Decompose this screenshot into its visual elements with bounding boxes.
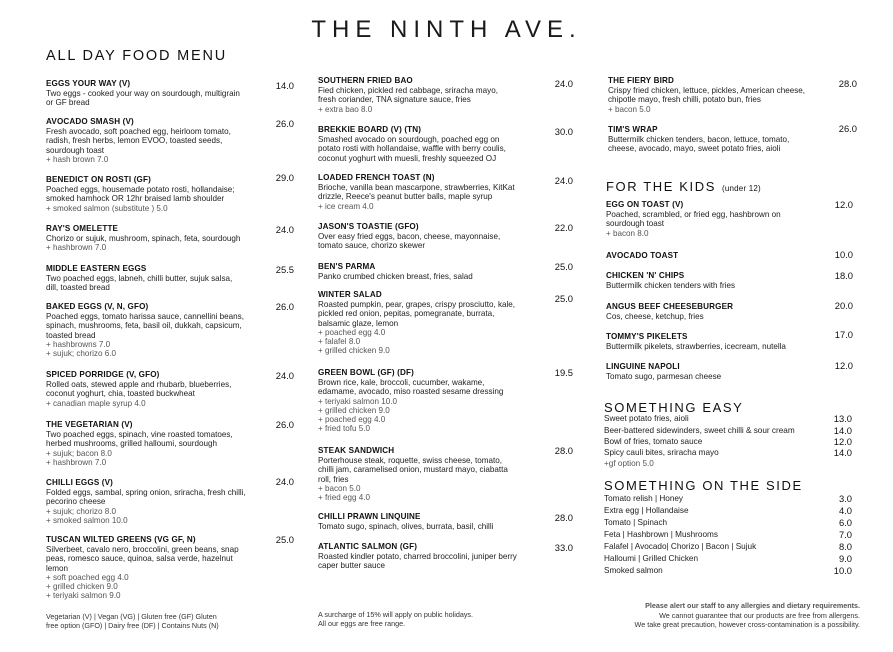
menu-item (608, 76, 805, 114)
item-name: TUSCAN WILTED GREENS (VG GF, N) (46, 535, 196, 544)
item-name: CHICKEN 'N' CHIPS (606, 271, 685, 280)
row-price: 4.0 (838, 505, 852, 516)
menu-item (46, 175, 235, 213)
item-addons: + soft poached egg 4.0 + grilled chicken 9.0 + teriyaki salmon 9.0 (46, 572, 129, 601)
menu-item (318, 446, 508, 502)
item-description: Roasted pumpkin, pear, grapes, crispy prosciutto, kale, pickled red onion, pepitas, pomegranate, burrata, balsamic glaze, lemon (318, 300, 516, 328)
item-addons: + canadian maple syrup 4.0 (46, 398, 146, 408)
item-name: BEN'S PARMA (318, 262, 376, 271)
item-price: 26.0 (275, 419, 294, 430)
easy-section-heading: SOMETHING EASY (604, 400, 744, 415)
item-price: 14.0 (275, 80, 294, 91)
item-description: Porterhouse steak, roquette, swiss cheese, tomato, chilli jam, caramelised onion, mustard mayo, ciabatta roll, fries (318, 456, 508, 484)
menu-item (606, 302, 733, 321)
item-name: TIM'S WRAP (608, 125, 658, 134)
menu-item (318, 512, 493, 531)
row-label: Bowl of fries, tomato sauce (604, 437, 703, 446)
item-name: CHILLI EGGS (V) (46, 478, 113, 487)
menu-item (606, 332, 786, 351)
item-price: 28.0 (838, 78, 857, 89)
side-section-heading: SOMETHING ON THE SIDE (604, 478, 803, 493)
side-row (604, 518, 852, 528)
row-label: Beer-battered sidewinders, sweet chilli & sour cream (604, 426, 795, 435)
item-description: Fied chicken, pickled red cabbage, sriracha mayo, fresh coriander, TNA signature sauce, fries (318, 86, 498, 105)
item-name: AVOCADO TOAST (606, 251, 679, 260)
item-price: 24.0 (275, 476, 294, 487)
menu-item (318, 173, 515, 211)
item-description: Crispy fried chicken, lettuce, pickles, American cheese, chipotle mayo, fresh chilli, potato bun, fries (608, 86, 806, 105)
item-addons: + sujuk; chorizo 8.0 + smoked salmon 10.0 (46, 506, 128, 525)
item-price: 28.0 (554, 512, 573, 523)
item-price: 10.0 (834, 249, 853, 260)
side-row (604, 506, 852, 516)
item-price: 19.5 (554, 367, 573, 378)
item-price: 25.5 (275, 264, 294, 275)
menu-item (46, 420, 233, 467)
item-addons: + teriyaki salmon 10.0 + grilled chicken 9.0 + poached egg 4.0 + fried tofu 5.0 (318, 396, 397, 434)
row-label: Halloumi | Grilled Chicken (604, 554, 699, 563)
item-description: Panko crumbed chicken breast, fries, salad (318, 272, 473, 281)
item-price: 26.0 (275, 301, 294, 312)
item-description: Folded eggs, sambal, spring onion, sriracha, fresh chilli, pecorino cheese (46, 488, 246, 507)
surcharge-note: A surcharge of 15% will apply on public holidays. All our eggs are free range. (318, 610, 474, 629)
kids-section-heading (606, 179, 761, 194)
allergy-line-2: We cannot guarantee that our products are free from allergens. (659, 610, 860, 620)
item-price: 18.0 (834, 270, 853, 281)
menu-item (318, 290, 515, 356)
allergy-line-3: We take great precaution, however cross-contamination is a possibility. (634, 620, 860, 630)
item-price: 17.0 (834, 329, 853, 340)
item-description: Buttermilk chicken tenders with fries (606, 281, 736, 290)
item-price: 25.0 (554, 261, 573, 272)
side-row (604, 448, 852, 458)
item-description: Two poached eggs, spinach, vine roasted tomatoes, herbed mushrooms, grilled halloumi, sourdough (46, 430, 233, 449)
item-description: Poached eggs, housemade potato rosti, hollandaise; smoked hamhock OR 12hr braised lamb shoulder (46, 185, 235, 204)
item-price: 12.0 (834, 199, 853, 210)
side-row (604, 542, 852, 552)
item-addons: + sujuk; bacon 8.0 + hashbrown 7.0 (46, 448, 112, 467)
brand-title: THE NINTH AVE. (311, 16, 582, 43)
row-price: 8.0 (838, 541, 852, 552)
row-label: Tomato | Spinach (604, 518, 668, 527)
item-name: CHILLI PRAWN LINQUINE (318, 512, 421, 521)
menu-item (606, 362, 721, 381)
row-price: 14.0 (833, 425, 852, 436)
row-price: 12.0 (833, 436, 852, 447)
row-label: Spicy cauli bites, sriracha mayo (604, 448, 719, 457)
item-price: 24.0 (275, 224, 294, 235)
row-label: Feta | Hashbrown | Mushrooms (604, 530, 718, 539)
item-name: MIDDLE EASTERN EGGS (46, 264, 147, 273)
row-label: Extra egg | Hollandaise (604, 506, 689, 515)
row-price: 9.0 (838, 553, 852, 564)
menu-item (318, 125, 506, 163)
item-name: BREKKIE BOARD (V) (TN) (318, 125, 422, 134)
row-price: 14.0 (833, 447, 852, 458)
side-row (604, 530, 852, 540)
kids-subtitle: (under 12) (721, 184, 761, 193)
item-name: BAKED EGGS (V, N, GFO) (46, 302, 149, 311)
item-name: BENEDICT ON ROSTI (GF) (46, 175, 151, 184)
menu-item (46, 79, 240, 108)
item-name: TOMMY'S PIKELETS (606, 332, 688, 341)
side-row (604, 566, 852, 576)
row-label: Falafel | Avocado| Chorizo | Bacon | Sujuk (604, 542, 757, 551)
item-price: 25.0 (554, 293, 573, 304)
side-row (604, 426, 852, 436)
item-price: 30.0 (554, 126, 573, 137)
item-name: EGG ON TOAST (V) (606, 200, 684, 209)
side-row (604, 414, 852, 424)
item-name: THE VEGETARIAN (V) (46, 420, 133, 429)
row-label: Tomato relish | Honey (604, 494, 684, 503)
menu-item (318, 262, 473, 281)
allergy-notice (635, 601, 860, 630)
item-description: Over easy fried eggs, bacon, cheese, mayonnaise, tomato sauce, chorizo skewer (318, 232, 501, 251)
item-addons: + smoked salmon (substitute ) 5.0 (46, 203, 168, 213)
row-price: 13.0 (833, 413, 852, 424)
row-price: 10.0 (833, 565, 852, 576)
row-label: Smoked salmon (604, 566, 663, 575)
item-addons: + hash brown 7.0 (46, 154, 109, 164)
row-price: 7.0 (838, 529, 852, 540)
menu-item (318, 76, 498, 114)
item-addons: + hashbrowns 7.0 + sujuk; chorizo 6.0 (46, 339, 116, 359)
item-addons: + extra bao 8.0 (318, 104, 373, 114)
gf-option-note: +gf option 5.0 (604, 459, 654, 468)
item-name: SPICED PORRIDGE (V, GFO) (46, 370, 160, 379)
item-price: 26.0 (275, 118, 294, 129)
item-price: 24.0 (275, 370, 294, 381)
item-description: Rolled oats, stewed apple and rhubarb, blueberries, coconut yoghurt, chia, toasted buckwheat (46, 380, 232, 399)
item-description: Poached eggs, tomato harissa sauce, cannellini beans, spinach, mushrooms, feta, basil oil, dukkah, capsicum, toasted bread (46, 312, 244, 340)
menu-item (46, 117, 231, 164)
item-name: RAY'S OMELETTE (46, 224, 119, 233)
item-name: GREEN BOWL (GF) (DF) (318, 368, 414, 377)
item-price: 28.0 (554, 445, 573, 456)
item-name: ATLANTIC SALMON (GF) (318, 542, 418, 551)
item-description: Poached, scrambled, or fried egg, hashbrown on sourdough toast (606, 210, 781, 229)
row-price: 6.0 (838, 517, 852, 528)
item-addons: + poached egg 4.0 + falafel 8.0 + grilled chicken 9.0 (318, 327, 390, 356)
item-name: EGGS YOUR WAY (V) (46, 79, 131, 88)
item-addons: + hashbrown 7.0 (46, 243, 107, 253)
item-description: Brown rice, kale, broccoli, cucumber, wakame, edamame, avocado, miso roasted sesame dressing (318, 378, 504, 397)
item-name: JASON'S TOASTIE (GFO) (318, 222, 419, 231)
item-name: STEAK SANDWICH (318, 446, 395, 455)
menu-item (46, 302, 244, 358)
item-description: Two poached eggs, labneh, chilli butter, sujuk salsa, dill, toasted bread (46, 274, 233, 293)
kids-title: FOR THE KIDS (606, 179, 716, 194)
menu-item (46, 535, 239, 601)
item-price: 26.0 (838, 123, 857, 134)
side-row (604, 437, 852, 447)
item-description: Two eggs - cooked your way on sourdough, multigrain or GF bread (46, 89, 240, 108)
menu-item (606, 251, 678, 261)
item-description: Smashed avocado on sourdough, poached egg on potato rosti with hollandaise, waffle with berry coulis, coconut yoghurt with muesli, freshly squeezed OJ (318, 135, 506, 163)
item-description: Brioche, vanilla bean mascarpone, strawberries, KitKat drizzle, Reece's peanut butter balls, maple syrup (318, 183, 515, 202)
item-description: Tomato sugo, parmesan cheese (606, 372, 722, 381)
item-addons: + bacon 5.0 (608, 104, 651, 114)
item-description: Buttermilk chicken tenders, bacon, lettuce, tomato, cheese, avocado, mayo, sweet potato fries, aioli (608, 135, 790, 154)
dietary-legend: Vegetarian (V) | Vegan (VG) | Gluten free (GF) Gluten free option (GFO) | Dairy free (DF) | Contains Nuts (N) (46, 612, 219, 631)
item-description: Buttermilk pikelets, strawberries, icecream, nutella (606, 342, 786, 351)
menu-item (46, 478, 246, 525)
item-name: LOADED FRENCH TOAST (N) (318, 173, 435, 182)
menu-item (46, 370, 231, 408)
item-name: SOUTHERN FRIED BAO (318, 76, 413, 85)
row-price: 3.0 (838, 493, 852, 504)
item-price: 22.0 (554, 222, 573, 233)
item-price: 25.0 (275, 534, 294, 545)
item-name: WINTER SALAD (318, 290, 382, 299)
item-price: 12.0 (834, 360, 853, 371)
item-price: 29.0 (275, 172, 294, 183)
item-price: 20.0 (834, 300, 853, 311)
menu-item (318, 222, 500, 251)
item-addons: + bacon 8.0 (606, 228, 649, 238)
item-name: LINGUINE NAPOLI (606, 362, 680, 371)
menu-item (318, 368, 503, 434)
menu-item (606, 200, 781, 238)
allergy-line-1: Please alert our staff to any allergies and dietary requirements. (645, 601, 860, 610)
menu-item (608, 125, 789, 154)
side-row (604, 554, 852, 564)
item-name: AVOCADO SMASH (V) (46, 117, 134, 126)
item-description: Silverbeet, cavalo nero, broccolini, green beans, snap peas, romesco sauce, quinoa, salsa verde, hazelnut lemon (46, 545, 239, 573)
menu-title: ALL DAY FOOD MENU (46, 48, 228, 64)
side-row (604, 494, 852, 504)
menu-item (318, 542, 517, 571)
item-name: THE FIERY BIRD (608, 76, 674, 85)
item-price: 33.0 (554, 542, 573, 553)
menu-item (46, 224, 240, 253)
item-description: Roasted kindler potato, charred broccolini, juniper berry caper butter sauce (318, 552, 517, 571)
item-addons: + ice cream 4.0 (318, 201, 374, 211)
item-description: Cos, cheese, ketchup, fries (606, 312, 704, 321)
menu-item (46, 264, 232, 293)
menu-item (606, 271, 735, 290)
item-description: Tomato sugo, spinach, olives, burrata, basil, chilli (318, 522, 494, 531)
item-description: Fresh avocado, soft poached egg, heirloom tomato, radish, fresh herbs, lemon EVOO, toasted seeds, sourdough toast (46, 127, 231, 155)
item-name: ANGUS BEEF CHEESEBURGER (606, 302, 734, 311)
item-price: 24.0 (554, 175, 573, 186)
item-price: 24.0 (554, 78, 573, 89)
row-label: Sweet potato fries, aioli (604, 414, 689, 423)
item-addons: + bacon 5.0 + fried egg 4.0 (318, 483, 370, 503)
item-description: Chorizo or sujuk, mushroom, spinach, feta, sourdough (46, 234, 241, 243)
